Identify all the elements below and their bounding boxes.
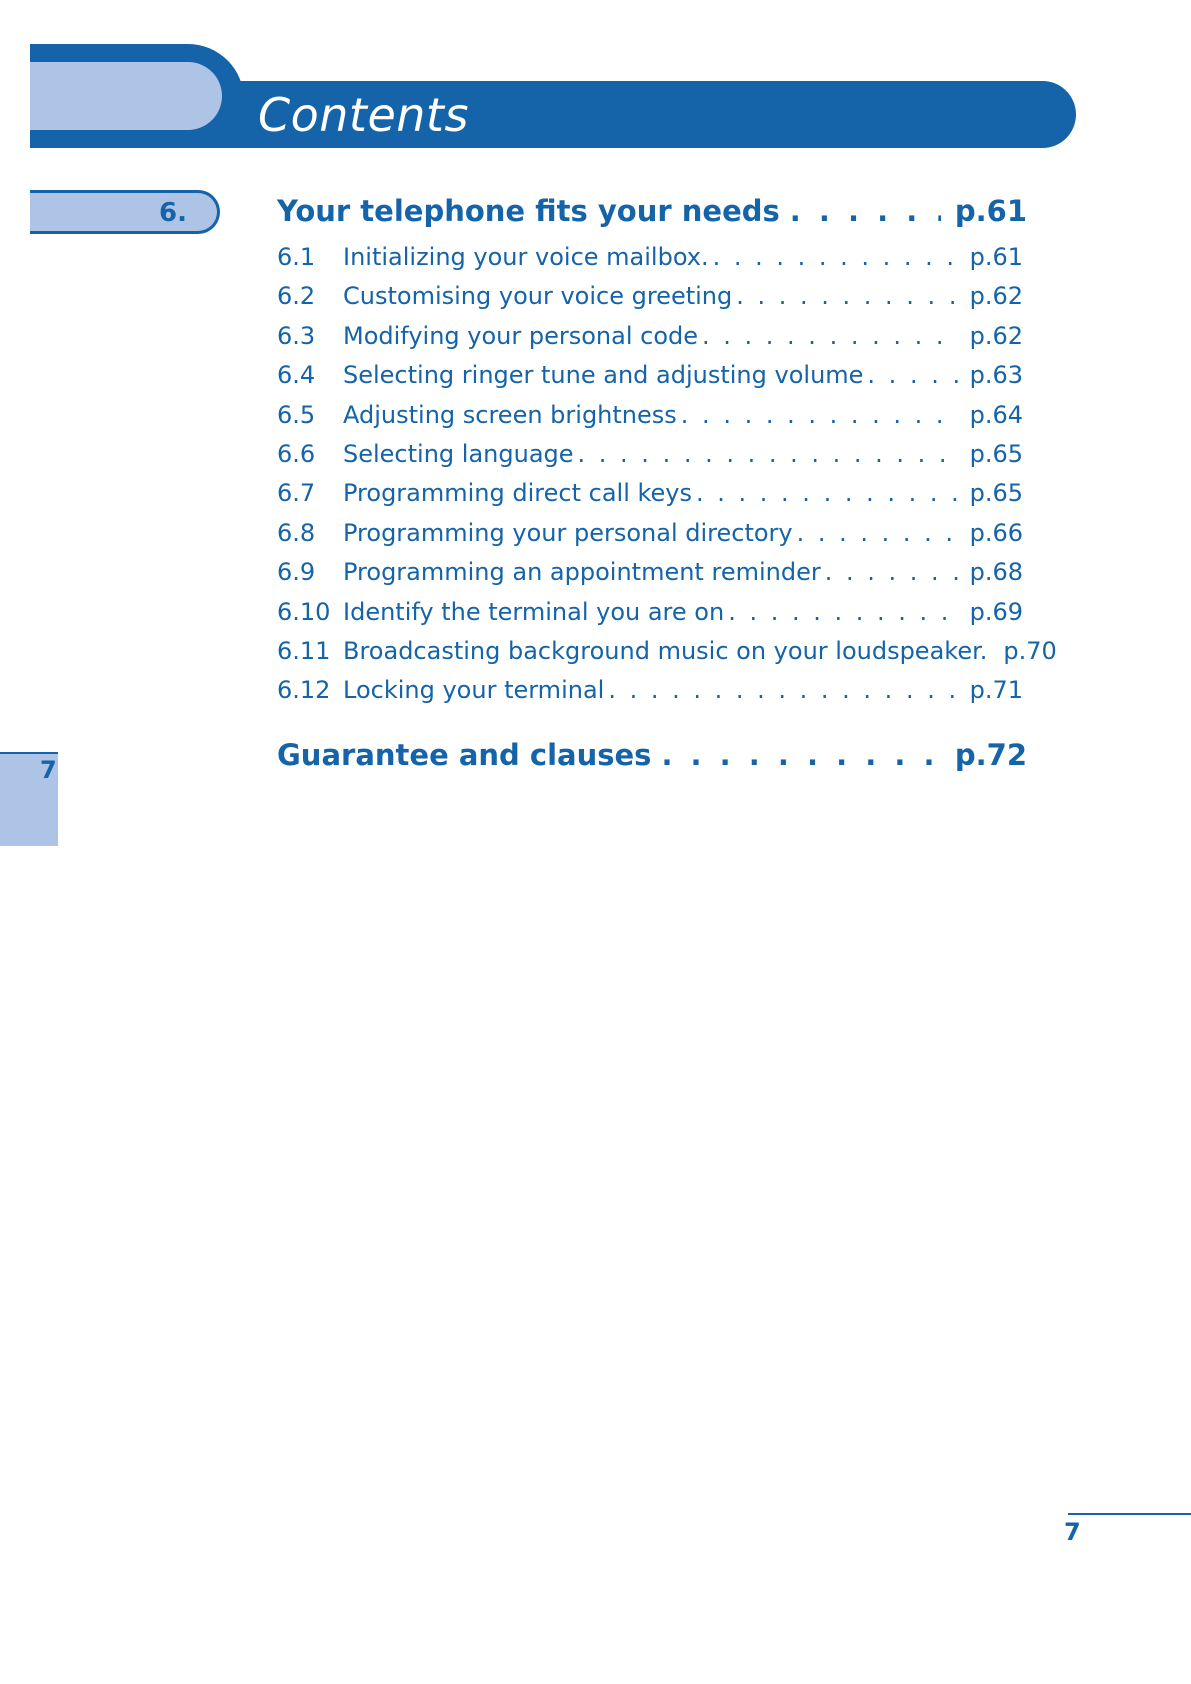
section-title: Programming direct call keys	[343, 479, 693, 508]
section-number: 6.5	[277, 400, 316, 429]
dot-leader	[790, 194, 941, 228]
toc-entry[interactable]	[277, 282, 1023, 321]
section-number: 6.6	[277, 439, 316, 468]
section-page: p.70	[1003, 636, 1057, 665]
dot-leader	[578, 440, 958, 468]
section-title: Modifying your personal code	[343, 321, 699, 350]
side-tab-label: 7	[40, 756, 57, 784]
section-page: p.64	[969, 400, 1023, 429]
dot-leader	[736, 282, 957, 310]
dot-leader	[681, 401, 958, 429]
chapter-badge	[30, 190, 220, 234]
section-number: 6.12	[277, 676, 331, 705]
section-number: 6.4	[277, 361, 316, 390]
banner-light-tab	[30, 62, 222, 130]
dot-leader	[608, 676, 957, 704]
toc-entry[interactable]	[277, 440, 1023, 479]
section-title: Selecting ringer tune and adjusting volume	[343, 361, 864, 390]
page-title: Contents	[258, 88, 469, 142]
section-number: 6.1	[277, 243, 316, 271]
section-page: p.66	[969, 518, 1023, 547]
section-number: 6.9	[277, 558, 316, 587]
chapter-page: p.61	[954, 194, 1027, 228]
footer-rule	[1068, 1513, 1191, 1515]
section-title: Initializing your voice mailbox.	[343, 243, 709, 271]
toc-entry[interactable]	[277, 361, 1023, 400]
dot-leader	[661, 738, 940, 772]
toc-entry[interactable]	[277, 676, 1023, 715]
dot-leader	[825, 558, 958, 586]
section-title: Programming your personal directory	[343, 518, 793, 547]
dot-leader	[797, 519, 958, 547]
section-page: p.68	[969, 558, 1023, 587]
section-page: p.71	[969, 676, 1023, 705]
section-number: 6.11	[277, 636, 331, 665]
section-title: Selecting language	[343, 439, 574, 468]
section-page: p.69	[969, 597, 1023, 626]
toc-entry[interactable]	[277, 519, 1023, 558]
section-page: p.65	[969, 479, 1023, 508]
section-page: p.61	[969, 243, 1023, 271]
dot-leader	[702, 322, 958, 350]
toc-entry[interactable]	[277, 558, 1023, 597]
toc-entry[interactable]	[277, 479, 1023, 518]
section-page: p.65	[969, 439, 1023, 468]
section-title: Locking your terminal	[343, 676, 605, 705]
section-number: 6.7	[277, 479, 316, 508]
toc-entry[interactable]	[277, 598, 1023, 637]
toc-guarantee-heading[interactable]	[277, 738, 1027, 772]
chapter-number: 6.	[159, 198, 187, 228]
section-title: Programming an appointment reminder	[343, 558, 821, 587]
toc-entry[interactable]	[277, 322, 1023, 361]
section-number: 6.2	[277, 282, 316, 311]
section-page: p.62	[969, 282, 1023, 311]
toc-entry[interactable]	[277, 401, 1023, 440]
section-page: p.62	[969, 321, 1023, 350]
section-number: 6.10	[277, 597, 331, 626]
guarantee-title: Guarantee and clauses	[277, 738, 652, 772]
toc-entry[interactable]	[277, 243, 1023, 282]
toc-section-list	[277, 243, 1057, 716]
section-title: Identify the terminal you are on	[343, 597, 725, 626]
footer-page-number: 7	[1064, 1518, 1081, 1546]
dot-leader	[713, 243, 958, 271]
section-title: Customising your voice greeting	[343, 282, 733, 311]
section-title: Broadcasting background music on your loudspeaker.	[343, 636, 988, 665]
toc-entry[interactable]	[277, 636, 1057, 676]
dot-leader	[696, 479, 958, 507]
section-page: p.63	[969, 361, 1023, 390]
guarantee-page: p.72	[954, 738, 1027, 772]
dot-leader	[867, 361, 957, 389]
chapter-title: Your telephone fits your needs	[277, 194, 780, 228]
toc-chapter-heading[interactable]	[277, 194, 1027, 228]
section-number: 6.3	[277, 321, 316, 350]
dot-leader	[728, 598, 957, 626]
section-title: Adjusting screen brightness	[343, 400, 677, 429]
section-number: 6.8	[277, 518, 316, 547]
